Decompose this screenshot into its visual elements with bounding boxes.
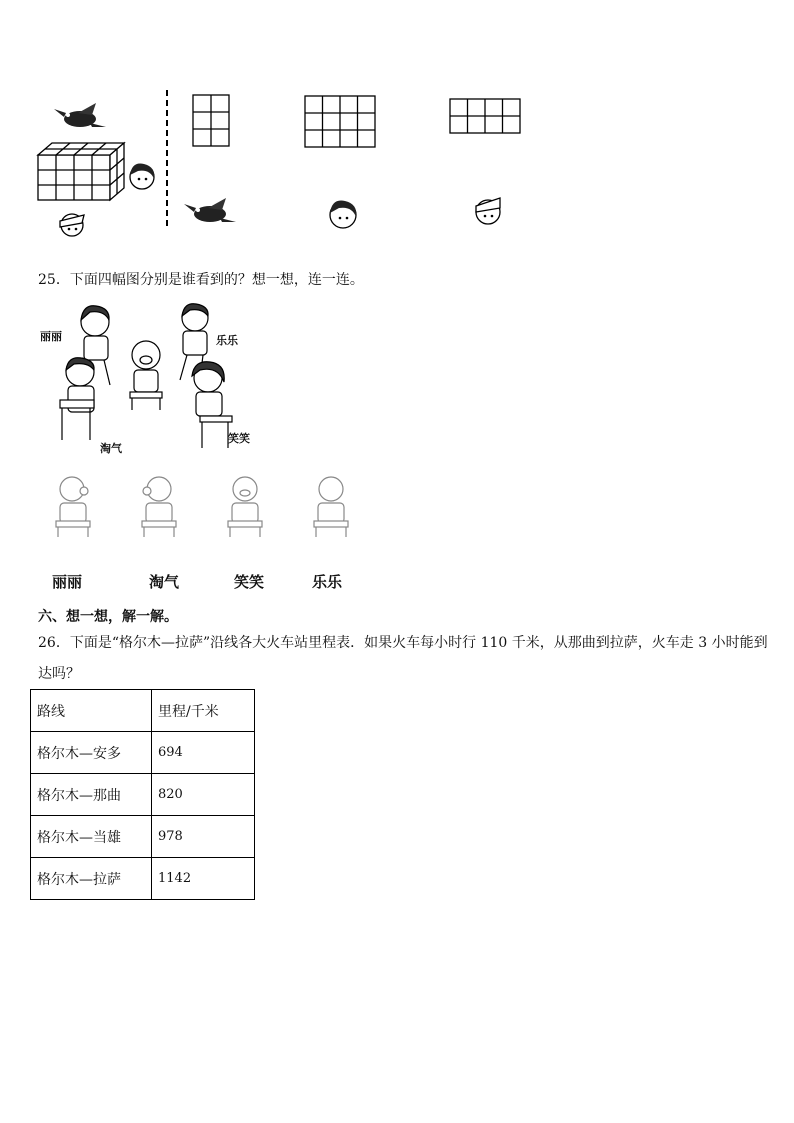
view-grid-1 — [193, 95, 229, 146]
pig-view-1 — [56, 477, 90, 537]
child-xiaoxiao-icon — [192, 362, 232, 448]
q26-prompt — [38, 632, 768, 654]
table-cell: 820 — [152, 774, 255, 816]
table-header-cell: 路线 — [31, 690, 152, 732]
table-cell: 694 — [152, 732, 255, 774]
table-header-row — [31, 690, 255, 732]
cube-block — [38, 143, 124, 200]
table-cell: 1142 — [152, 858, 255, 900]
view-grid-3 — [450, 99, 520, 133]
girl-head-icon — [330, 201, 356, 229]
scene-label-xiaoxiao: 笑笑 — [228, 432, 250, 445]
section6-title: 六、想一想，解一解。 — [38, 609, 178, 625]
q25-prompt — [38, 269, 364, 291]
q25-scene — [40, 300, 260, 460]
q24-figure-svg — [30, 85, 550, 255]
pig-view-3 — [228, 477, 262, 537]
table-cell: 978 — [152, 816, 255, 858]
child-taoqi-icon — [60, 358, 94, 440]
table-cell: 格尔木—安多 — [31, 732, 152, 774]
q25-text: 下面四幅图分别是谁看到的？想一想，连一连。 — [69, 272, 364, 288]
table-cell: 格尔木—当雄 — [31, 816, 152, 858]
pig-view-2 — [142, 477, 176, 537]
table-row — [31, 732, 255, 774]
scene-label-taoqi: 淘气 — [100, 442, 122, 455]
q24-figure — [30, 85, 550, 255]
q26-text-line1: 下面是“格尔木—拉萨”沿线各大火车站里程表．如果火车每小时行 110 千米，从那曲到拉萨，火车走 3 小时能到 — [69, 635, 768, 651]
table-cell: 格尔木—那曲 — [31, 774, 152, 816]
q25-number: 25． — [38, 272, 70, 288]
q26-number: 26． — [38, 635, 70, 651]
pig-view-4 — [314, 477, 348, 537]
bird-icon — [54, 103, 106, 127]
pig-views — [40, 475, 370, 545]
table-row — [31, 774, 255, 816]
view-grid-2 — [305, 96, 375, 147]
scene-label-lele: 乐乐 — [216, 334, 238, 347]
bird-icon — [184, 198, 236, 222]
pig-views-svg — [40, 475, 370, 545]
answer-name-2: 淘气 — [148, 573, 179, 591]
answer-name-1: 丽丽 — [51, 573, 82, 591]
table-header-cell: 里程/千米 — [152, 690, 255, 732]
answer-name-4: 乐乐 — [311, 573, 342, 591]
q26-text-line2: 达吗？ — [38, 666, 80, 682]
q25-scene-svg — [40, 300, 260, 460]
girl-head-icon — [130, 163, 154, 189]
table-row — [31, 816, 255, 858]
boy-head-icon — [60, 214, 84, 236]
table-row — [31, 858, 255, 900]
answer-name-3: 笑笑 — [233, 573, 264, 591]
scene-label-lili: 丽丽 — [40, 330, 62, 343]
boy-head-icon — [476, 198, 500, 224]
mileage-table — [30, 689, 255, 900]
pig-toy-icon — [130, 341, 162, 410]
table-cell: 格尔木—拉萨 — [31, 858, 152, 900]
